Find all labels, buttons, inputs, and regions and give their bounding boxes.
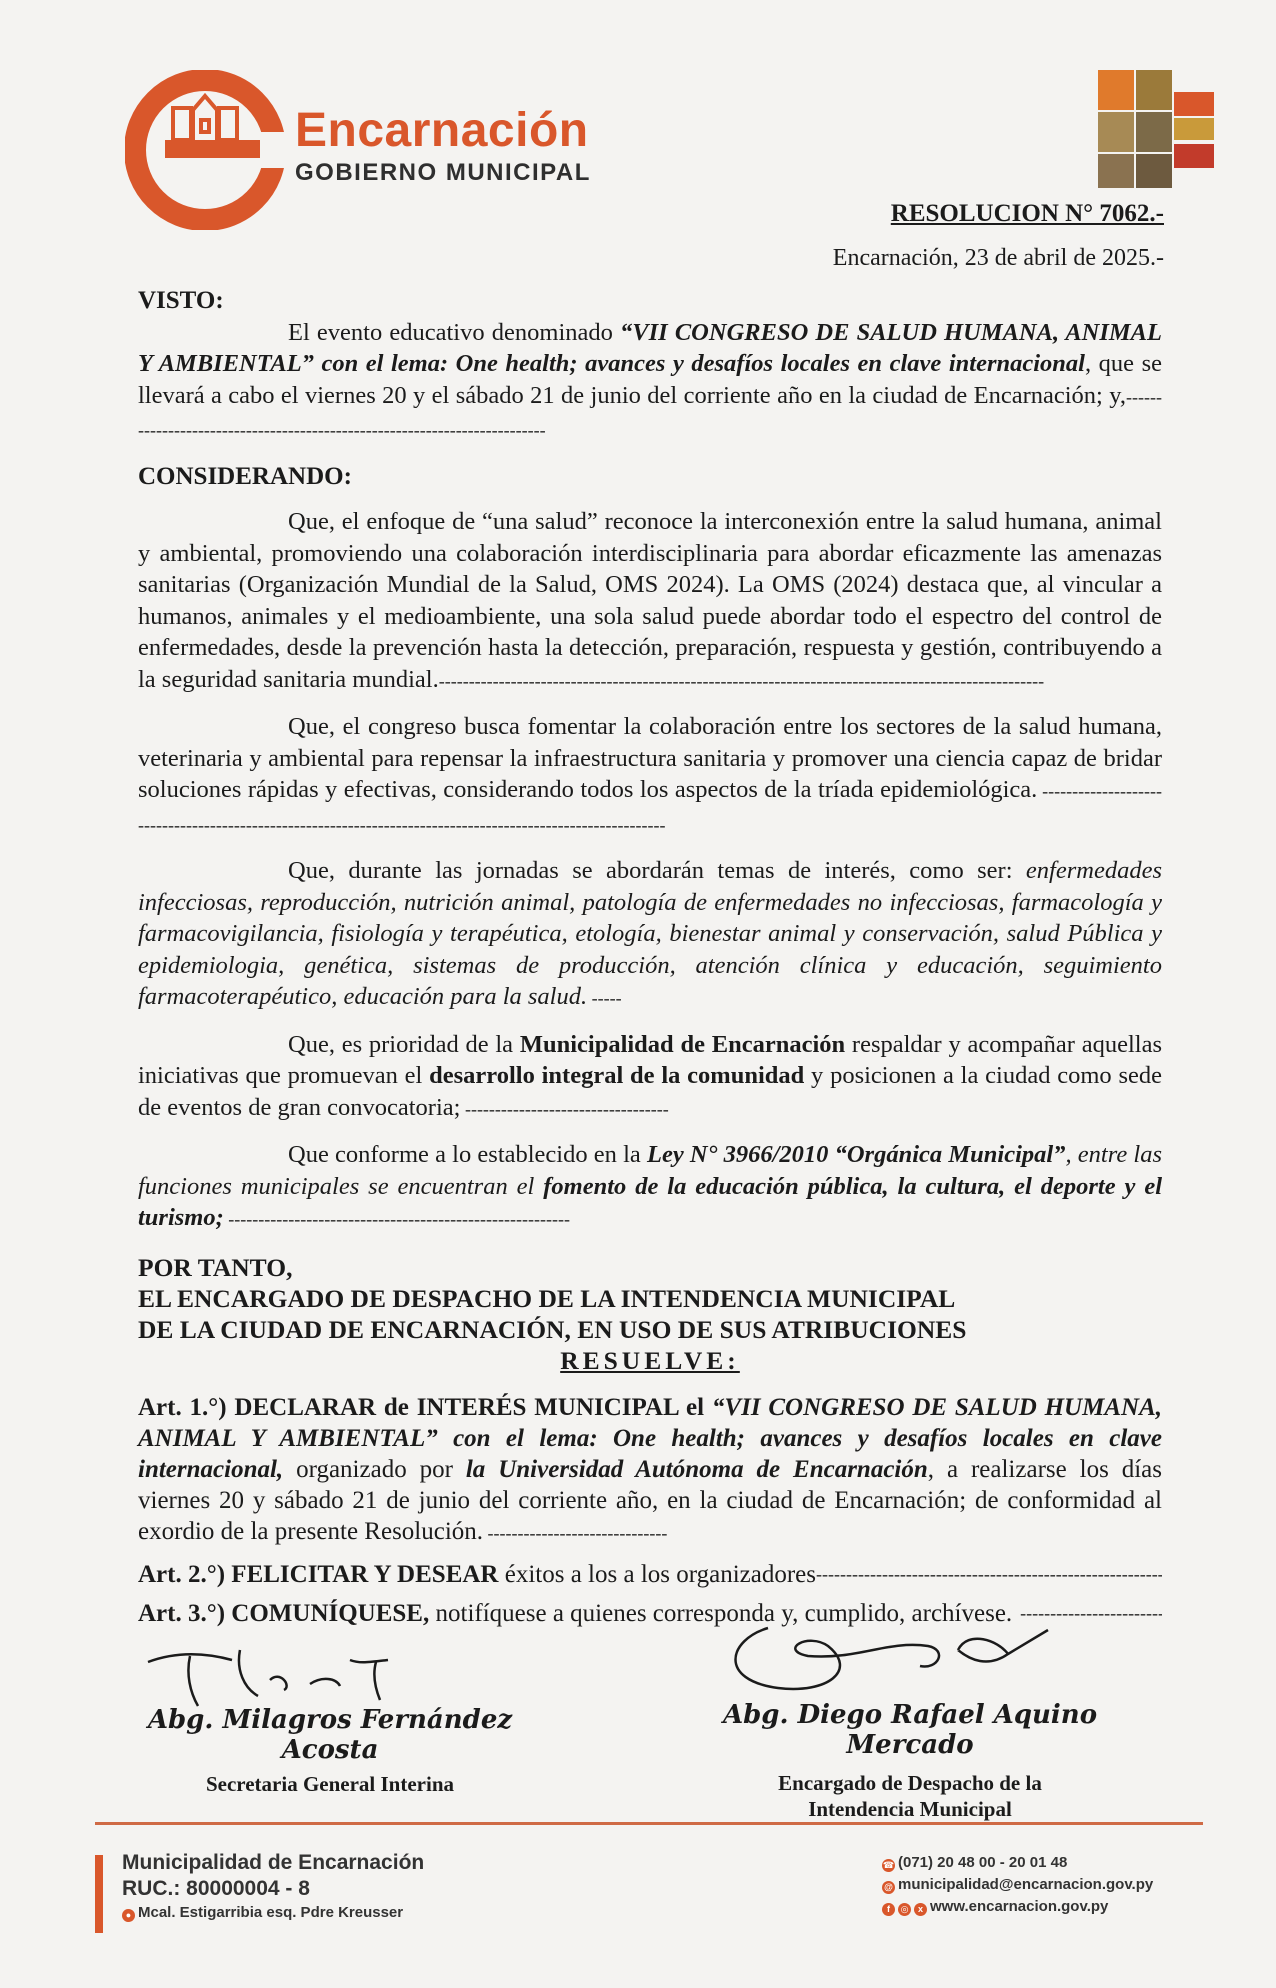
x-icon: x [914,1903,927,1916]
location-icon: ● [122,1909,135,1922]
footer-left [122,1850,424,1924]
article-2: Art. 2.°) FELICITAR Y DESEAR éxitos a los a los organizadores ----- [138,1559,1162,1590]
visto-paragraph: El evento educativo denominado “VII CONGRESO DE SALUD HUMANA, ANIMAL Y AMBIENTAL” con el lema: One health; avances y desafíos locales en clave internacional, que se llevará a cabo el viernes 20 y el sábado 21 de junio del corriente año en la ciudad de Encarnación; y,-------------------------------------------------------------------------- [138,318,1162,440]
footer-phone: ☎ (071) 20 48 00 - 20 01 48 [882,1854,1068,1871]
left-signer-title: Secretaria General Interina [205,1772,455,1796]
resolution-number: RESOLUCION N° 7062.- [890,200,1164,227]
left-signer-name: Abg. Milagros Fernández Acosta [147,1705,513,1765]
resolution-date: Encarnación, 23 de abril de 2025.- [832,245,1164,271]
considerando-p4: Que, es prioridad de la Municipalidad de Encarnación respaldar y acompañar aquellas iniciativas que promuevan el desarrollo integral de la comunidad y posicionen a la ciudad como sede de eventos de gran convocatoria; ---------------------------------- [138,1030,1162,1121]
footer-address: ● Mcal. Estigarribia esq. Pdre Kreusser [122,1902,424,1924]
considerando-p5: Que conforme a lo establecido en la Ley N° 3966/2010 “Orgánica Municipal”, entre las funciones municipales se encuentran el fomento de la educación pública, la cultura, el deporte y el turismo; --------------------------------------------------------- [138,1141,1162,1231]
considerando-p2: Que, el congreso busca fomentar la colaboración entre los sectores de la salud humana, veterinaria y ambiental para repensar la infraestructura sanitaria y promover una ciencia capaz de bridar soluciones rápidas y efectivas, considerando todos los aspectos de la tríada epidemiológica. ------------------------------------------------------------------------------------------------------------ [138,713,1162,835]
right-signer-title-1: Encargado de Despacho de la [778,1771,1042,1795]
footer-email: @ municipalidad@encarnacion.gov.py [882,1874,1153,1896]
brand-subtitle: GOBIERNO MUNICIPAL [295,159,591,186]
mail-icon: @ [882,1881,895,1894]
considerando-heading: CONSIDERANDO: [138,462,352,490]
phone-icon: ☎ [882,1860,895,1870]
right-signer-title-2: Intendencia Municipal [808,1797,1012,1821]
right-signer-name: Abg. Diego Rafael Aquino Mercado [722,1700,1098,1760]
considerando-p1: Que, el enfoque de “una salud” reconoce la interconexión entre la salud humana, animal y ambiental, promoviendo una colaboración interdisciplinaria para abordar eficazmente las amenazas sanitarias (Organización Mundial de la Salud, OMS 2024). La OMS (2024) destaca que, al vincular a humanos, animales y el medioambiente, una sola salud puede abordar todo el espectro del control de enfermedades, desde la prevención hasta la detección, preparación, respuesta y gestión, contribuyendo a la seguridad sanitaria mundial.----------------------------------------------------------------------------------------------------- [138,508,1162,693]
footer-divider [95,1822,1203,1825]
article-3: Art. 3.°) COMUNÍQUESE, notifíquese a quienes corresponda y, cumplido, archívese. ----- [138,1598,1162,1629]
article-1: Art. 1.°) DECLARAR de INTERÉS MUNICIPAL el “VII CONGRESO DE SALUD HUMANA, ANIMAL Y AMBIENTAL” con el lema: One health; avances y desafíos locales en clave internacional, organizado por la Universidad Autónoma de Encarnación, a realizarse los días viernes 20 y sábado 21 de junio del corriente año, en la ciudad de Encarnación; de conformidad al exordio de la presente Resolución. ------------------------------ [138,1393,1162,1545]
footer-web: f ◎ x www.encarnacion.gov.py [882,1896,1153,1918]
instagram-icon: ◎ [898,1903,911,1916]
footer-org-name: Municipalidad de Encarnación [122,1851,425,1874]
right-signature-block [670,1700,1150,1822]
brand-name: Encarnación [295,104,589,157]
footer-accent-bar [95,1855,103,1933]
visto-heading: VISTO: [138,287,224,314]
right-signature-scribble [708,1610,1058,1700]
encarnacion-logo-icon [125,70,285,230]
footer-right [882,1852,1153,1918]
left-signature-block [110,1705,550,1797]
footer-ruc: RUC.: 80000004 - 8 [122,1877,310,1900]
resolution-body [138,285,1162,1629]
resuelve-heading: RESUELVE: [560,1345,740,1375]
brand-block [295,105,591,187]
considerando-p3: Que, durante las jornadas se abordarán temas de interés, como ser: enfermedades infecciosas, reproducción, nutrición animal, patología de enfermedades no infecciosas, farmacología y farmacovigilancia, fisiología y terapéutica, etología, bienestar animal y conservación, salud Pública y epidemiologia, genética, sistemas de producción, atención clínica y educación, seguimiento farmacoterapéutico, educación para la salud. ----- [138,857,1162,1010]
facebook-icon: f [882,1903,895,1916]
por-tanto-block: POR TANTO, EL ENCARGADO DE DESPACHO DE LA INTENDENCIA MUNICIPAL DE LA CIUDAD DE ENCARNACIÓN, EN USO DE SUS ATRIBUCIONES RESUELVE: [138,1252,967,1375]
municipal-crest-icon [1098,70,1216,188]
left-signature-scribble [140,1640,430,1710]
